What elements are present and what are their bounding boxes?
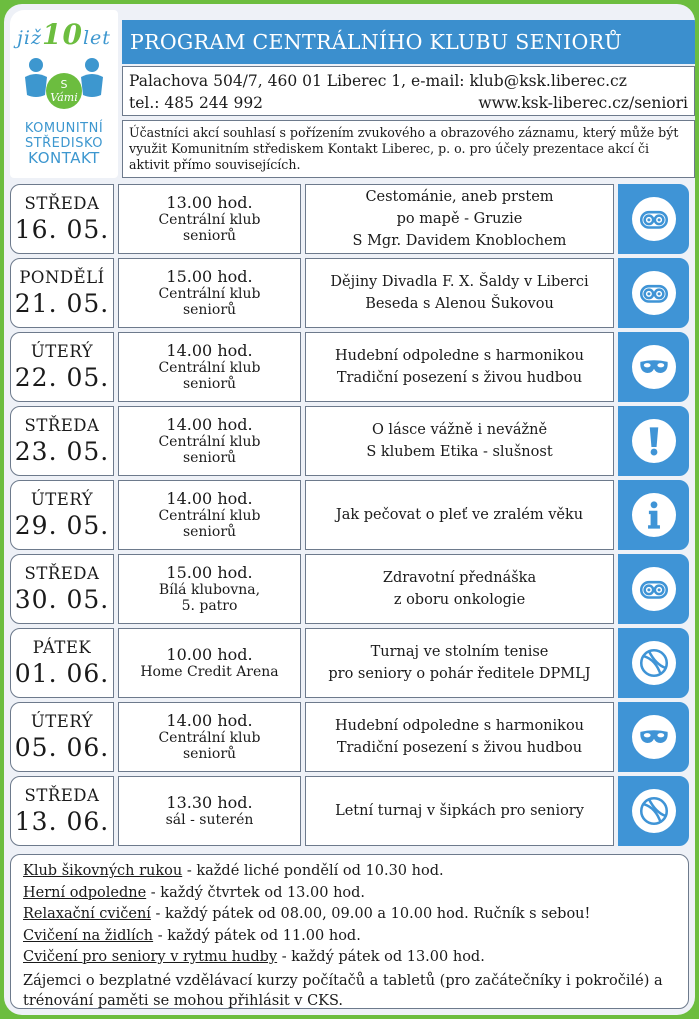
event-description — [305, 184, 614, 254]
event-description-line: z oboru onkologie — [393, 592, 526, 608]
event-place-line: Bílá klubovna, — [158, 582, 261, 598]
event-description-line: O lásce vážně i nevážně — [371, 422, 548, 438]
event-description-line: S klubem Etika - slušnost — [366, 444, 553, 460]
activity-item — [23, 904, 676, 926]
event-row — [10, 184, 689, 254]
event-icon-cell — [618, 184, 689, 254]
event-description-line: Letní turnaj v šipkách pro seniory — [335, 803, 584, 819]
ball-icon — [632, 789, 676, 833]
event-place-line: Centrální klub — [158, 212, 261, 228]
event-place-line: 5. patro — [181, 598, 238, 614]
activity-schedule: - každé liché pondělí od 10.30 hod. — [182, 863, 444, 879]
logo-text — [10, 121, 118, 166]
mask-icon — [632, 715, 676, 759]
logo-tagline-suffix: let — [82, 27, 111, 49]
event-date — [10, 628, 114, 698]
event-description-line: pro seniory o pohár ředitele DPMLJ — [328, 666, 591, 682]
event-date — [10, 480, 114, 550]
event-day: PONDĚLÍ — [19, 268, 105, 287]
event-date-value: 22. 05. — [14, 363, 110, 392]
event-place-line: seniorů — [182, 376, 237, 392]
event-description — [305, 406, 614, 476]
event-row — [10, 258, 689, 328]
event-date — [10, 332, 114, 402]
event-row — [10, 776, 689, 846]
event-icon-cell — [618, 406, 689, 476]
event-day: STŘEDA — [24, 416, 100, 435]
logo-line-1: KOMUNITNÍ — [24, 121, 104, 136]
poster — [4, 4, 695, 1015]
activity-name: Cvičení pro seniory v rytmu hudby — [23, 949, 278, 965]
event-row — [10, 406, 689, 476]
event-place-line: Centrální klub — [158, 286, 261, 302]
event-description-line: Turnaj ve stolním tenise — [370, 644, 549, 660]
event-date — [10, 406, 114, 476]
event-description — [305, 628, 614, 698]
event-description — [305, 702, 614, 772]
event-place-line: seniorů — [182, 524, 237, 540]
event-day: ÚTERÝ — [30, 342, 94, 361]
event-time: 14.00 hod. — [166, 341, 253, 360]
event-description-line: Dějiny Divadla F. X. Šaldy v Liberci — [330, 274, 589, 290]
event-date — [10, 258, 114, 328]
owl-icon — [632, 567, 676, 611]
activity-item — [23, 947, 676, 969]
event-description-line: Zdravotní přednáška — [382, 570, 537, 586]
event-time-place — [118, 702, 301, 772]
event-row — [10, 554, 689, 624]
event-description-line: S Mgr. Davidem Knoblochem — [352, 233, 567, 249]
event-time-place — [118, 480, 301, 550]
event-description — [305, 480, 614, 550]
event-row — [10, 628, 689, 698]
owl-icon — [632, 197, 676, 241]
event-date-value: 01. 06. — [14, 659, 110, 688]
event-icon-cell — [618, 776, 689, 846]
event-time: 14.00 hod. — [166, 711, 253, 730]
event-icon-cell — [618, 480, 689, 550]
activity-name: Klub šikovných rukou — [23, 863, 183, 879]
event-icon-cell — [618, 702, 689, 772]
event-description — [305, 554, 614, 624]
info-icon — [632, 493, 676, 537]
event-description-line: Hudební odpoledne s harmonikou — [334, 718, 585, 734]
event-time: 13.00 hod. — [166, 193, 253, 212]
event-description — [305, 258, 614, 328]
event-place-line: Centrální klub — [158, 360, 261, 376]
event-date-value: 13. 06. — [14, 807, 110, 836]
activity-schedule: - každý pátek od 11.00 hod. — [153, 927, 361, 944]
activity-name: Cvičení na židlích — [23, 927, 154, 944]
activity-schedule: - každý pátek od 13.00 hod. — [277, 949, 485, 965]
event-date — [10, 776, 114, 846]
event-time: 14.00 hod. — [166, 489, 253, 508]
event-row — [10, 480, 689, 550]
event-date-value: 21. 05. — [14, 289, 110, 318]
event-day: PÁTEK — [32, 638, 92, 657]
event-icon-cell — [618, 628, 689, 698]
activity-schedule: - každý pátek od 08.00, 09.00 a 10.00 hod. Ručník s sebou! — [150, 906, 591, 922]
event-time-place — [118, 332, 301, 402]
logo-tagline-prefix: již — [17, 27, 43, 49]
event-place-line: seniorů — [182, 450, 237, 466]
page-title: PROGRAM CENTRÁLNÍHO KLUBU SENIORŮ — [122, 20, 695, 64]
ball-icon — [632, 641, 676, 685]
event-date — [10, 554, 114, 624]
event-place-line: Centrální klub — [158, 730, 261, 746]
activity-schedule: - každý čtvrtek od 13.00 hod. — [146, 884, 366, 901]
logo-badge-top: S — [60, 78, 68, 91]
event-date-value: 23. 05. — [14, 437, 110, 466]
event-description-line: Tradiční posezení s živou hudbou — [336, 740, 583, 756]
activity-name: Herní odpoledne — [23, 884, 147, 901]
event-time-place — [118, 554, 301, 624]
logo-tagline-number: 10 — [42, 18, 83, 51]
regular-activities — [10, 854, 689, 1009]
activity-item — [23, 926, 676, 948]
event-date-value: 16. 05. — [14, 215, 110, 244]
event-time: 15.00 hod. — [166, 563, 253, 582]
event-day: ÚTERÝ — [30, 712, 94, 731]
event-time: 10.00 hod. — [166, 645, 253, 664]
event-day: STŘEDA — [24, 194, 100, 213]
event-date-value: 30. 05. — [14, 585, 110, 614]
owl-icon — [632, 271, 676, 315]
event-date — [10, 702, 114, 772]
event-date-value: 05. 06. — [14, 733, 110, 762]
event-place-line: seniorů — [182, 746, 237, 762]
event-description — [305, 776, 614, 846]
event-row — [10, 702, 689, 772]
activity-item — [23, 883, 676, 905]
event-description-line: Jak pečovat o pleť ve zralém věku — [335, 507, 584, 523]
exclamation-icon — [632, 419, 676, 463]
event-time-place — [118, 628, 301, 698]
event-description-line: Cestománie, aneb prstem — [365, 189, 554, 205]
event-time: 15.00 hod. — [166, 267, 253, 286]
event-place-line: Centrální klub — [158, 434, 261, 450]
event-day: ÚTERÝ — [30, 490, 94, 509]
people-icon — [19, 55, 109, 117]
event-place-line: seniorů — [182, 302, 237, 318]
event-icon-cell — [618, 258, 689, 328]
event-place-line: seniorů — [182, 228, 237, 244]
mask-icon — [632, 345, 676, 389]
event-row — [10, 332, 689, 402]
event-time: 13.30 hod. — [166, 793, 253, 812]
event-description-line: Hudební odpoledne s harmonikou — [334, 348, 585, 364]
event-time-place — [118, 184, 301, 254]
logo — [10, 10, 118, 178]
event-time: 14.00 hod. — [166, 415, 253, 434]
event-time-place — [118, 258, 301, 328]
event-description-line: po mapě - Gruzie — [396, 211, 523, 227]
event-icon-cell — [618, 332, 689, 402]
event-time-place — [118, 406, 301, 476]
event-place-line: Home Credit Arena — [140, 664, 279, 680]
event-day: STŘEDA — [24, 786, 100, 805]
event-place-line: Centrální klub — [158, 508, 261, 524]
contact-box — [122, 66, 695, 116]
logo-line-2: STŘEDISKO — [24, 136, 104, 151]
contact-address: Palachova 504/7, 460 01 Liberec 1, e-mail: klub@ksk.liberec.cz — [129, 72, 627, 90]
event-date-value: 29. 05. — [14, 511, 110, 540]
activity-item — [23, 861, 676, 883]
logo-line-3: KONTAKT — [28, 149, 100, 167]
event-day: STŘEDA — [24, 564, 100, 583]
event-description-line: Beseda s Alenou Šukovou — [365, 296, 554, 312]
consent-notice: Účastníci akcí souhlasí s pořízením zvukového a obrazového záznamu, který může být využit Komunitním střediskem Kontakt Liberec, p. o. pro účely prezentace akcí či aktivit přímo souvisejících. — [122, 120, 695, 178]
logo-tagline — [10, 18, 118, 51]
event-description-line: Tradiční posezení s živou hudbou — [336, 370, 583, 386]
event-place-line: sál - suterén — [165, 812, 254, 828]
event-description — [305, 332, 614, 402]
logo-badge-bottom: Vámi — [50, 91, 78, 104]
courses-note: Zájemci o bezplatné vzdělávací kurzy počítačů a tabletů (pro začátečníky i pokročilé) a trénování paměti se mohou přihlásit v CKS. — [23, 972, 663, 1009]
contact-web[interactable]: www.ksk-liberec.cz/seniori — [478, 94, 688, 112]
event-time-place — [118, 776, 301, 846]
contact-phone: tel.: 485 244 992 — [129, 94, 264, 112]
header — [4, 4, 695, 179]
activity-name: Relaxační cvičení — [23, 906, 151, 922]
event-date — [10, 184, 114, 254]
event-icon-cell — [618, 554, 689, 624]
